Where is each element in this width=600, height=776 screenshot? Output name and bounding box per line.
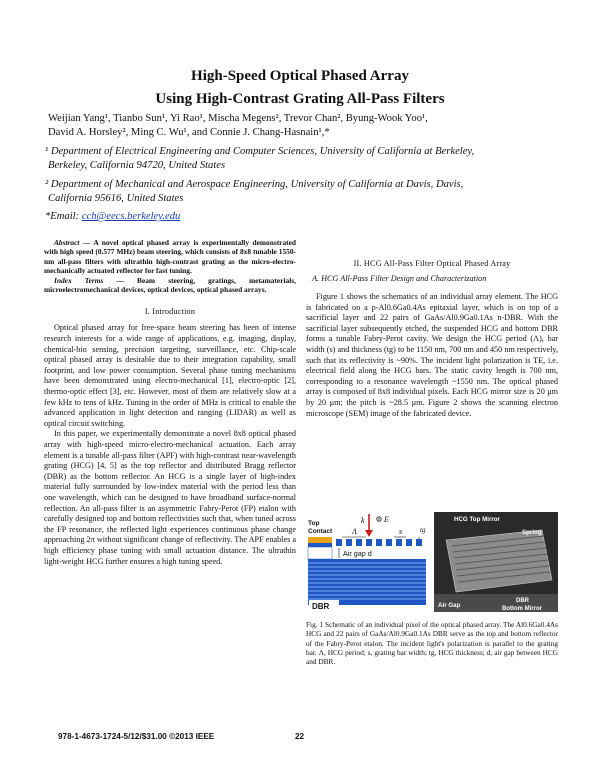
footer-isbn: 978-1-4673-1724-5/12/$31.00 ©2013 IEEE bbox=[58, 732, 215, 741]
hcg-bar bbox=[406, 539, 412, 546]
authors-line2: David A. Horsley², Ming C. Wu¹, and Connie J. Chang-Hasnain¹,* bbox=[48, 127, 330, 138]
index-terms-label: Index Terms bbox=[54, 275, 104, 285]
section-1-heading: I. Introduction bbox=[144, 307, 196, 317]
dbr-block bbox=[308, 559, 426, 605]
hcg-bar bbox=[356, 539, 362, 546]
section-1-paragraph-2: In this paper, we experimentally demonstrate a novel 8x8 optical phased array with high-speed micro-electro-mechanical actuation. Each array element is a tunable all-pass filter (APF) with high-contrast near-wavelength grating (HCG) [4, 5] as the top reflector and distributed Bragg reflector (DBR) as the bottom reflector. An HCG is a single layer of high-index material fully surrounded by low-index material with the period less than one wavelength, which can be designed to have broadband surface-normal reflection. An all-pass filter is an asymmetric Fabry-Perot (FP) etalon with carefully designed top and bottom reflectivities such that, when tuned across the FP resonance, the reflected light experiences continuous phase change approaching 2π without significant change of reflectivity. The APF enables a high efficiency phase tuning with small actuation distance. The ultrathin light-weight HCG further ensures a high tuning speed. bbox=[44, 429, 296, 566]
footer-page-number: 22 bbox=[295, 732, 305, 741]
affiliation-2-line1: ² Department of Mechanical and Aerospace Engineering, University of California at Davis, Davis, bbox=[45, 179, 464, 190]
paper-title-line2: Using High-Contrast Grating All-Pass Filters bbox=[155, 91, 445, 107]
affiliation-1-line1: ¹ Department of Electrical Engineering and Computer Sciences, University of California at Berkeley, bbox=[45, 146, 475, 157]
schematic-left bbox=[308, 514, 426, 611]
figure-1-graphic bbox=[306, 510, 560, 618]
section-1-body bbox=[44, 323, 296, 567]
abstract-text: — A novel optical phased array is experimentally demonstrated with high speed (0.577 MHz) beam steering, which consists of 8x8 tunable 1550-nm all-pass filters with ultrathin high-contrast grating as the micro-electro-mechanically actuated reflector for fast tuning. bbox=[44, 238, 297, 276]
sem-image bbox=[434, 512, 558, 612]
spring-label: Spring bbox=[522, 529, 542, 536]
hcg-bar bbox=[386, 539, 392, 546]
left-column bbox=[44, 238, 296, 567]
index-terms-text: — Beam steering, gratings, metamaterials, microelectromechanical devices, optical devices, optical phased arrays. bbox=[44, 275, 297, 295]
section-1-paragraph-1: Optical phased array for free-space beam steering has been of intense research interests for a wide range of applications, e.g. imaging, display, chemical-bio sensing, precision targeting, surveillance, etc. Chip-scale optical phased array is desirable due to their integration capability, small footprint, and low power consumption. Several phase tuning mechanisms have been demonstrated using electro-mechanical [1], electro-optic [2], thermo-optic effect [3], etc. However, most of them are relatively slow at a few kHz to tens of kHz. Tuning in the order of MHz is critical to enable the advanced application in light detection and ranging (LIDAR) as well as optical circuit switching. bbox=[44, 323, 296, 428]
k-arrowhead bbox=[365, 530, 373, 537]
e-field-dot bbox=[378, 518, 379, 519]
s-label: s bbox=[399, 527, 403, 536]
top-contact-label-part1: Top bbox=[308, 520, 320, 527]
abstract-label: Abstract bbox=[54, 238, 80, 247]
hcg-bar bbox=[366, 539, 372, 546]
abstract bbox=[44, 238, 296, 294]
authors-line1: Weijian Yang¹, Tianbo Sun¹, Yi Rao¹, Mischa Megens², Trevor Chan², Byung-Wook Yoo¹, bbox=[48, 113, 428, 124]
section-2a-heading: A. HCG All-Pass Filter Design and Characterization bbox=[312, 274, 487, 283]
email-label: *Email: bbox=[45, 211, 80, 222]
top-contact-label-part2: Contact bbox=[308, 528, 333, 535]
affiliation-2-line2: California 95616, United States bbox=[48, 193, 184, 204]
dbr-bottom-mirror-label: Bottom Mirror bbox=[502, 606, 542, 612]
lambda-label: Λ bbox=[352, 527, 357, 536]
section-2-body bbox=[306, 292, 558, 419]
hcg-grating-bars bbox=[336, 539, 422, 546]
section-2-heading: II. HCG All-Pass Filter Optical Phased Array bbox=[353, 259, 511, 268]
paper-title-line1: High-Speed Optical Phased Array bbox=[191, 68, 409, 84]
hcg-bar bbox=[396, 539, 402, 546]
hcg-bar bbox=[336, 539, 342, 546]
right-column bbox=[306, 259, 558, 419]
hcg-bar bbox=[346, 539, 352, 546]
dbr-stack bbox=[308, 559, 426, 605]
top-contact-pad bbox=[308, 537, 332, 543]
tg-label: tg bbox=[420, 526, 426, 534]
hcg-top-mirror-label: HCG Top Mirror bbox=[454, 516, 500, 523]
figure-1-caption: Fig. 1 Schematic of an individual pixel of the optical phased array. The Al0.6Ga0.4As HCG and 22 pairs of GaAs/Al0.9Ga0.1As DBR serve as the top and bottom reflector of the Fabry-Perot etalon. The incident light's polarization is parallel to the grating bar. Λ, HCG period; s, grating bar width; tg, HCG thickness; d, air gap between HCG and DBR. bbox=[306, 620, 558, 667]
affiliation-1-line2: Berkeley, California 94720, United States bbox=[48, 160, 226, 171]
k-label: k bbox=[361, 516, 365, 525]
hcg-anchor-left bbox=[308, 543, 332, 547]
e-label: E bbox=[384, 515, 389, 524]
air-gap-label: Air Gap bbox=[438, 602, 461, 609]
email-line bbox=[45, 210, 565, 224]
air-gap-d-label: Air gap d bbox=[343, 549, 372, 558]
hcg-bar bbox=[416, 539, 422, 546]
sacrificial-layer bbox=[308, 547, 332, 559]
section-2-paragraph-1: Figure 1 shows the schematics of an individual array element. The HCG is fabricated on a p-Al0.6Ga0.4As epitaxial layer, which is on top of a sacrificial layer and 22 pairs of GaAs/Al0.9Ga0.1As n-DBR. With the sacrificial layer subsequently etched, the suspended HCG and bottom DBR forms a tunable Fabry-Perot cavity. We design the HCG period (Λ), bar width (s) and thickness (tg) to be 1150 nm, 700 nm and 450 nm respectively, such that its reflectivity is ~90%. The incident light polarization is TE, i.e. electrical field along the HCG bars. The static cavity length is 700 nm, corresponding to a resonance wavelength ~1550 nm. The optical phased array is composed of 8x8 individual pixels. Each HCG mirror size is 20 μm by 20 μm; the pitch is ~28.5 μm. Figure 2 shows the scanning electron microscope (SEM) image of the fabricated device. bbox=[306, 292, 558, 418]
email-link[interactable]: cch@eecs.berkeley.edu bbox=[81, 211, 181, 222]
dbr-bottom-mirror-label-1: DBR bbox=[516, 598, 529, 604]
figure-1 bbox=[306, 510, 560, 618]
hcg-bar bbox=[376, 539, 382, 546]
dbr-label: DBR bbox=[312, 602, 330, 611]
